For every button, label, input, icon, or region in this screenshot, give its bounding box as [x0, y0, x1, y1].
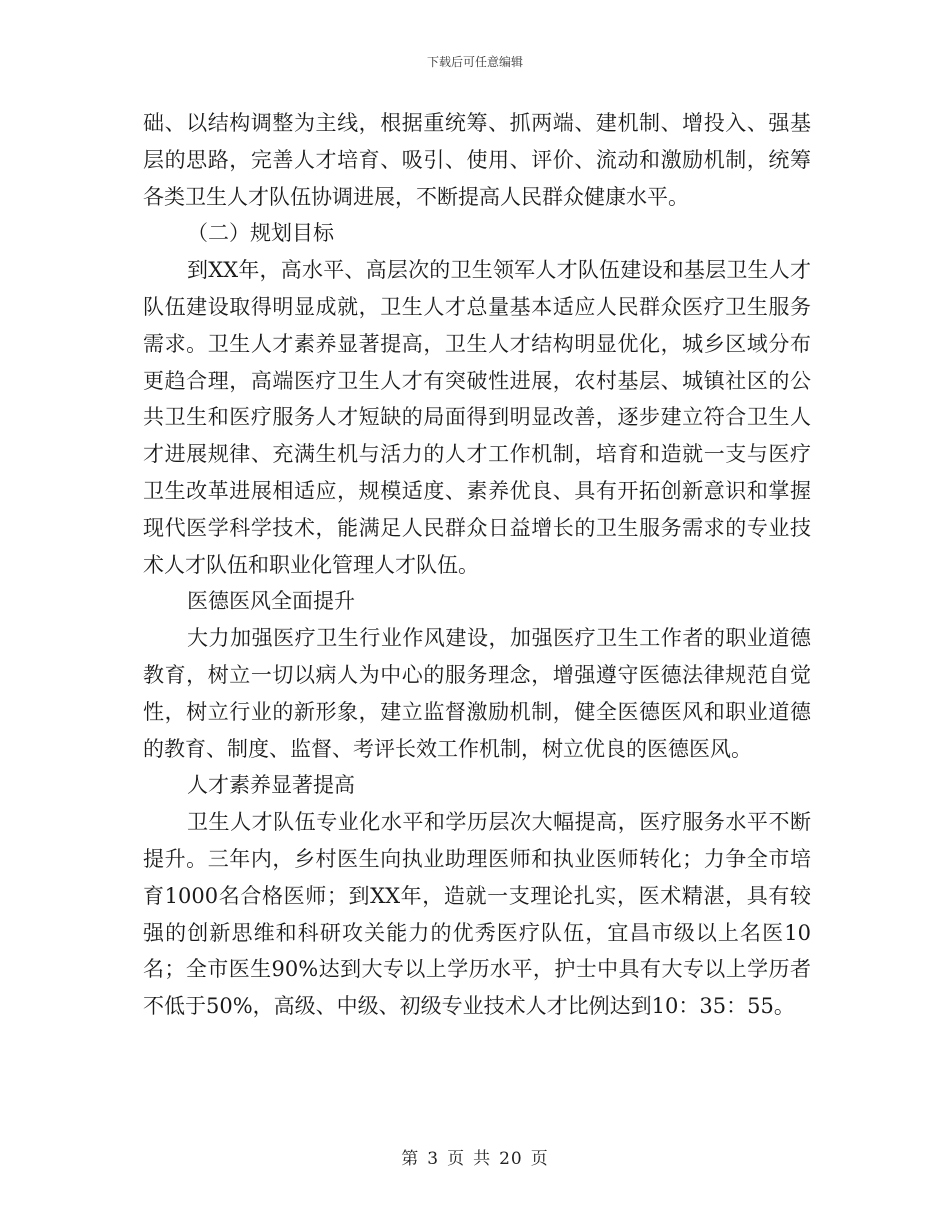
page-header: 下载后可任意编辑 — [426, 55, 523, 69]
footer-gong: 共 — [473, 1149, 492, 1169]
paragraph-planning-goals: 到XX年，高水平、高层次的卫生领军人才队伍建设和基层卫生人才队伍建设取得明显成就，卫生人才总量基本适应人民群众医疗卫生服务需求。卫生人才素养显著提高，卫生人才结构明显优化，城乡区域分布更趋合理，高端医疗卫生人才有突破性进展，农村基层、城镇社区的公共卫生和医疗服务人才短缺的局面得到明显改善，逐步建立符合卫生人才进展规律、充满生机与活力的人才工作机制，培育和造就一支与医疗卫生改革进展相适应，规模适度、素养优良、具有开拓创新意识和掌握现代医学科学技术，能满足人民群众日益增长的卫生服务需求的专业技术人才队伍和职业化管理人才队伍。 — [143, 258, 811, 577]
subheading-talent-quality: 人才素养显著提高 — [187, 773, 355, 798]
section-heading-planning-goals: （二）规划目标 — [187, 221, 334, 246]
page-footer — [0, 1148, 950, 1170]
subheading-medical-ethics: 医德医风全面提升 — [187, 589, 355, 614]
footer-ye-end: 页 — [530, 1149, 549, 1169]
footer-total-pages: 20 — [499, 1149, 523, 1169]
footer-page-number: 3 — [427, 1149, 440, 1169]
paragraph-talent-quality: 卫生人才队伍专业化水平和学历层次大幅提高，医疗服务水平不断提升。三年内，乡村医生向执业助理医师和执业医师转化；力争全市培育1000名合格医师；到XX年，造就一支理论扎实，医术精湛，具有较强的创新思维和科研攻关能力的优秀医疗队伍，宜昌市级以上名医10名；全市医生90%达到大专以上学历水平，护士中具有大专以上学历者不低于50%，高级、中级、初级专业技术人才比例达到10：35：55。 — [143, 810, 811, 1019]
paragraph-medical-ethics: 大力加强医疗卫生行业作风建设，加强医疗卫生工作者的职业道德教育，树立一切以病人为中心的服务理念，增强遵守医德法律规范自觉性，树立行业的新形象，建立监督激励机制，健全医德医风和职业道德的教育、制度、监督、考评长效工作机制，树立优良的医德医风。 — [143, 626, 811, 761]
footer-ye: 页 — [447, 1149, 466, 1169]
paragraph-guiding-idea: 础、以结构调整为主线，根据重统筹、抓两端、建机制、增投入、强基层的思路，完善人才培育、吸引、使用、评价、流动和激励机制，统筹各类卫生人才队伍协调进展，不断提高人民群众健康水平。 — [143, 111, 811, 209]
footer-di: 第 — [401, 1149, 420, 1169]
document-body — [143, 105, 811, 1025]
